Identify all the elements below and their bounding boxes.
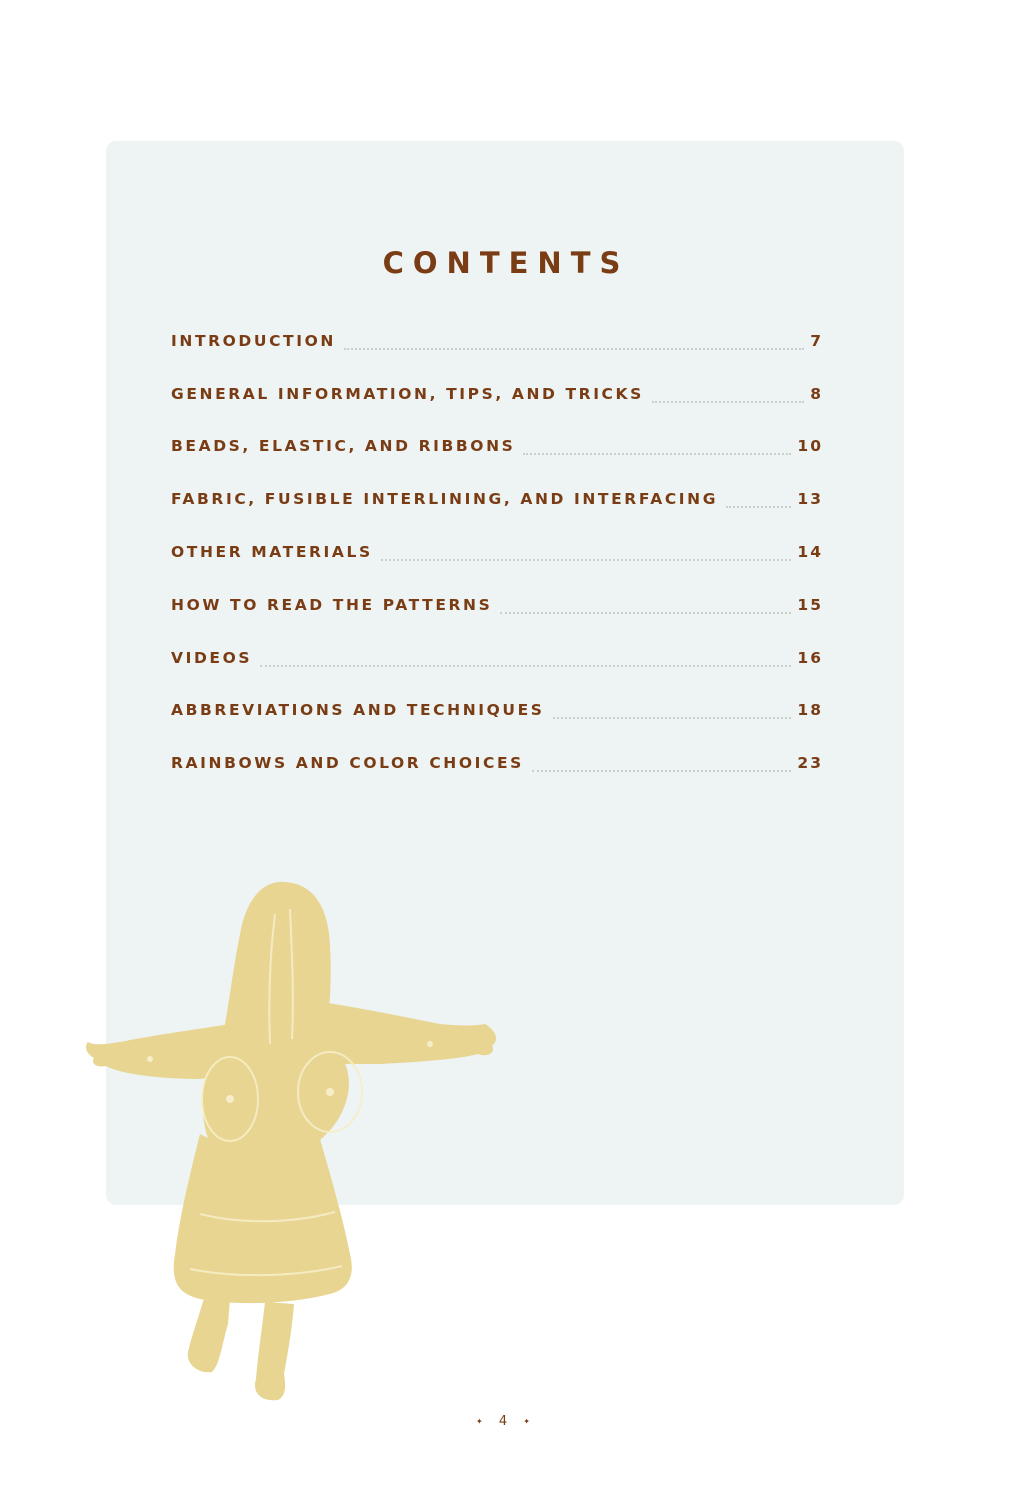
toc-entry[interactable] xyxy=(171,635,823,688)
toc-entry-page: 10 xyxy=(797,437,823,456)
toc-entry[interactable] xyxy=(171,688,823,741)
toc-entry-label: RAINBOWS AND COLOR CHOICES xyxy=(171,754,524,773)
toc-entry-page: 23 xyxy=(797,754,823,773)
toc-entry-label: HOW TO READ THE PATTERNS xyxy=(171,595,493,614)
toc-entry[interactable] xyxy=(171,424,823,477)
toc-entry-page: 7 xyxy=(810,331,823,350)
page-folio xyxy=(0,1414,1012,1429)
toc-entry[interactable] xyxy=(171,476,823,529)
dot-leader xyxy=(652,400,804,403)
toc-entry-label: GENERAL INFORMATION, TIPS, AND TRICKS xyxy=(171,384,644,403)
toc-entry-page: 14 xyxy=(797,542,823,561)
dot-leader xyxy=(532,769,791,772)
dot-leader xyxy=(523,452,791,455)
toc-entry[interactable] xyxy=(171,740,823,793)
toc-entry-page: 13 xyxy=(797,490,823,509)
dot-leader xyxy=(344,347,804,350)
dot-leader xyxy=(381,558,792,561)
dot-leader xyxy=(553,716,792,719)
toc-entry-page: 8 xyxy=(810,384,823,403)
toc-entry-label: BEADS, ELASTIC, AND RIBBONS xyxy=(171,437,516,456)
toc-entry-label: VIDEOS xyxy=(171,648,253,667)
toc-entry[interactable] xyxy=(171,318,823,371)
girl-dancing-icon xyxy=(80,874,520,1404)
toc-entry[interactable] xyxy=(171,371,823,424)
dot-leader xyxy=(260,664,791,667)
toc-entry-label: INTRODUCTION xyxy=(171,331,336,350)
toc-entry-page: 15 xyxy=(797,595,823,614)
toc-entry-page: 18 xyxy=(797,701,823,720)
dot-leader xyxy=(500,611,791,614)
toc-entry-label: ABBREVIATIONS AND TECHNIQUES xyxy=(171,701,545,720)
page-number: 4 xyxy=(498,1414,514,1429)
toc-entry[interactable] xyxy=(171,529,823,582)
ornament-icon: ✦ xyxy=(523,1417,536,1426)
ornament-icon: ✦ xyxy=(476,1417,489,1426)
dot-leader xyxy=(726,505,791,508)
table-of-contents xyxy=(171,318,823,793)
toc-entry-page: 16 xyxy=(797,648,823,667)
toc-entry-label: OTHER MATERIALS xyxy=(171,542,373,561)
page-title: CONTENTS xyxy=(382,246,630,280)
toc-entry-label: FABRIC, FUSIBLE INTERLINING, AND INTERFACING xyxy=(171,490,719,509)
toc-entry[interactable] xyxy=(171,582,823,635)
